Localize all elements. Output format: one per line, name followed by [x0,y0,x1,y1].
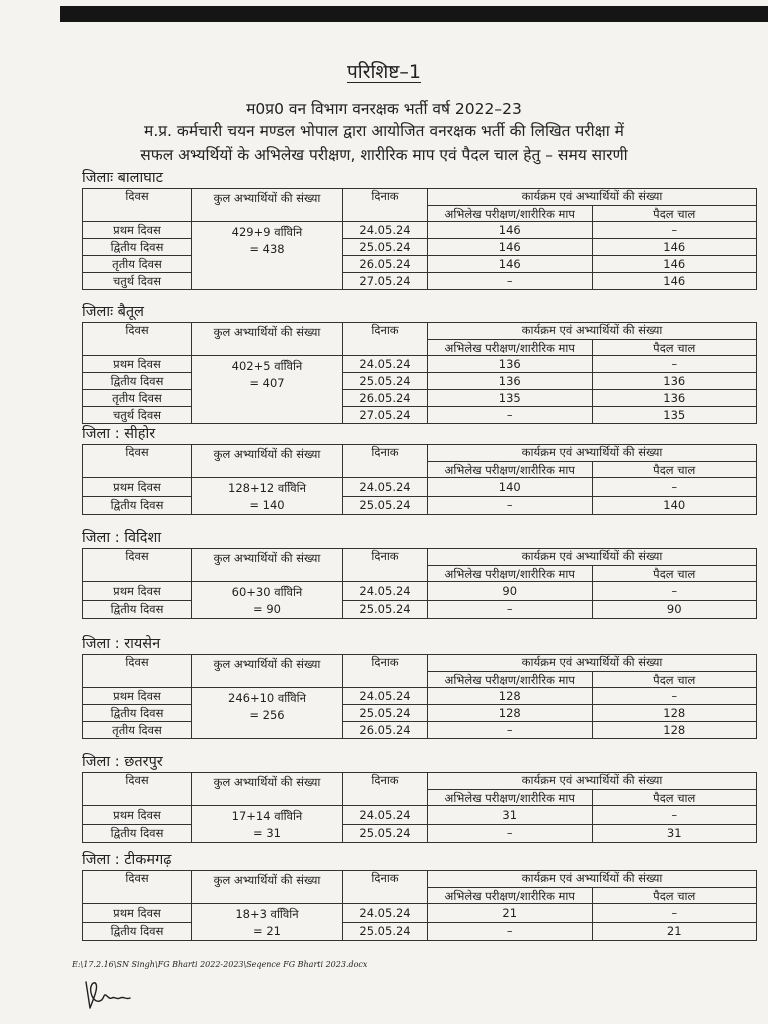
district-label: जिलाः बैतूल [82,304,145,320]
walk-cell: 128 [592,705,757,722]
signature [82,978,142,1018]
col-total-header: कुल अभ्यार्थियों की संख्या [192,445,343,478]
walk-cell: – [592,478,757,497]
col-walk-header: पैदल चाल [592,206,757,222]
day-cell: तृतीय दिवस [83,256,192,273]
col-program-header: कार्यक्रम एवं अभ्यार्थियों की संख्या [428,871,757,888]
walk-cell: – [592,222,757,239]
date-cell: 27.05.24 [343,407,428,424]
col-program-header: कार्यक्रम एवं अभ्यार्थियों की संख्या [428,189,757,206]
walk-cell: – [592,688,757,705]
col-walk-header: पैदल चाल [592,566,757,582]
total-value: 429+9 ववििनि [231,225,303,239]
district-block [82,424,762,515]
col-day-header: दिवस [83,655,192,688]
records-cell: 128 [428,705,593,722]
col-program-header: कार्यक्रम एवं अभ्यार्थियों की संख्या [428,445,757,462]
col-day-header: दिवस [83,445,192,478]
day-cell: प्रथम दिवस [83,356,192,373]
total-sum: = 21 [253,924,281,938]
col-program-header: कार्यक्रम एवं अभ्यार्थियों की संख्या [428,549,757,566]
col-date-header: दिनाक [343,189,428,222]
day-cell: तृतीय दिवस [83,390,192,407]
day-cell: तृतीय दिवस [83,722,192,739]
col-records-header: अभिलेख परीक्षण/शारीरिक माप [428,340,593,356]
table-row [83,582,757,601]
schedule-table [82,870,757,941]
walk-cell: 146 [592,256,757,273]
day-cell: प्रथम दिवस [83,222,192,239]
day-cell: द्वितीय दिवस [83,922,192,941]
table-row [83,478,757,497]
walk-cell: 31 [592,824,757,843]
date-cell: 25.05.24 [343,496,428,515]
walk-cell: – [592,582,757,601]
records-cell: 128 [428,688,593,705]
district-label: जिला : टीकमगढ़ [82,852,172,868]
schedule-table [82,322,757,424]
table-row [83,222,757,239]
table-row [83,722,757,739]
records-cell: 31 [428,806,593,825]
table-row [83,496,757,515]
date-cell: 25.05.24 [343,239,428,256]
day-cell: द्वितीय दिवस [83,239,192,256]
total-cell [192,222,343,290]
walk-cell: – [592,806,757,825]
records-cell: – [428,407,593,424]
col-day-header: दिवस [83,323,192,356]
table-row [83,688,757,705]
walk-cell: 128 [592,722,757,739]
records-cell: – [428,722,593,739]
col-date-header: दिनाक [343,871,428,904]
records-cell: – [428,273,593,290]
records-cell: – [428,496,593,515]
col-records-header: अभिलेख परीक्षण/शारीरिक माप [428,206,593,222]
day-cell: प्रथम दिवस [83,806,192,825]
col-program-header: कार्यक्रम एवं अभ्यार्थियों की संख्या [428,655,757,672]
district-block [82,634,762,739]
table-row [83,373,757,390]
table-row [83,407,757,424]
col-total-header: कुल अभ्यार्थियों की संख्या [192,189,343,222]
total-value: 246+10 ववििनि [228,691,306,705]
records-cell: 146 [428,256,593,273]
date-cell: 26.05.24 [343,256,428,273]
table-row [83,904,757,923]
col-walk-header: पैदल चाल [592,340,757,356]
col-records-header: अभिलेख परीक्षण/शारीरिक माप [428,462,593,478]
page-title: परिशिष्ट–1 [346,61,421,83]
district-label: जिलाः बालाघाट [82,170,163,186]
total-sum: = 31 [253,826,281,840]
date-cell: 25.05.24 [343,705,428,722]
records-cell: – [428,922,593,941]
schedule-table [82,444,757,515]
records-cell: 21 [428,904,593,923]
day-cell: प्रथम दिवस [83,478,192,497]
district-label: जिला : रायसेन [82,636,161,652]
district-label: जिला : विदिशा [82,530,162,546]
records-cell: 146 [428,222,593,239]
date-cell: 24.05.24 [343,904,428,923]
col-total-header: कुल अभ्यार्थियों की संख्या [192,549,343,582]
district-label: जिला : छतरपुर [82,754,163,770]
day-cell: चतुर्थ दिवस [83,407,192,424]
records-cell: – [428,600,593,619]
day-cell: चतुर्थ दिवस [83,273,192,290]
walk-cell: 21 [592,922,757,941]
heading-line-3: सफल अभ्यर्थियों के अभिलेख परीक्षण, शारीरिक माप एवं पैदल चाल हेतु – समय सारणी [140,146,628,164]
scan-top-border [60,6,768,22]
col-program-header: कार्यक्रम एवं अभ्यार्थियों की संख्या [428,773,757,790]
col-program-header: कार्यक्रम एवं अभ्यार्थियों की संख्या [428,323,757,340]
district-block [82,302,762,424]
col-walk-header: पैदल चाल [592,888,757,904]
col-records-header: अभिलेख परीक्षण/शारीरिक माप [428,790,593,806]
table-row [83,922,757,941]
total-value: 128+12 ववििनि [228,481,306,495]
col-walk-header: पैदल चाल [592,462,757,478]
total-cell [192,806,343,843]
total-cell [192,356,343,424]
col-walk-header: पैदल चाल [592,672,757,688]
col-total-header: कुल अभ्यार्थियों की संख्या [192,323,343,356]
walk-cell: – [592,356,757,373]
walk-cell: 136 [592,390,757,407]
col-date-header: दिनाक [343,323,428,356]
date-cell: 25.05.24 [343,600,428,619]
day-cell: प्रथम दिवस [83,582,192,601]
records-cell: 136 [428,373,593,390]
total-sum: = 407 [249,376,285,390]
date-cell: 26.05.24 [343,722,428,739]
records-cell: – [428,824,593,843]
col-day-header: दिवस [83,871,192,904]
scan-edge [0,0,58,30]
total-sum: = 438 [249,242,285,256]
table-row [83,239,757,256]
records-cell: 136 [428,356,593,373]
col-records-header: अभिलेख परीक्षण/शारीरिक माप [428,888,593,904]
total-cell [192,904,343,941]
total-cell [192,478,343,515]
total-sum: = 256 [249,708,285,722]
total-value: 60+30 ववििनि [231,585,303,599]
date-cell: 25.05.24 [343,922,428,941]
total-value: 17+14 ववििनि [231,809,303,823]
col-day-header: दिवस [83,773,192,806]
schedule-table [82,772,757,843]
total-cell [192,688,343,739]
file-path-footer: E:\17.2.16\SN Singh\FG Bharti 2022-2023\Seqence FG Bharti 2023.docx [72,960,368,969]
col-day-header: दिवस [83,189,192,222]
date-cell: 25.05.24 [343,824,428,843]
heading-line-1: म0प्र0 वन विभाग वनरक्षक भर्ती वर्ष 2022–23 [246,100,522,118]
col-total-header: कुल अभ्यार्थियों की संख्या [192,773,343,806]
schedule-table [82,548,757,619]
total-sum: = 90 [253,602,281,616]
total-value: 402+5 ववििनि [231,359,303,373]
col-date-header: दिनाक [343,445,428,478]
district-label: जिला : सीहोर [82,426,156,442]
date-cell: 24.05.24 [343,222,428,239]
table-row [83,256,757,273]
table-row [83,824,757,843]
walk-cell: 146 [592,273,757,290]
col-date-header: दिनाक [343,773,428,806]
day-cell: द्वितीय दिवस [83,496,192,515]
total-sum: = 140 [249,498,285,512]
col-records-header: अभिलेख परीक्षण/शारीरिक माप [428,672,593,688]
table-row [83,356,757,373]
walk-cell: 146 [592,239,757,256]
table-row [83,806,757,825]
date-cell: 24.05.24 [343,356,428,373]
district-block [82,168,762,290]
district-block [82,752,762,843]
walk-cell: 135 [592,407,757,424]
date-cell: 24.05.24 [343,806,428,825]
col-date-header: दिनाक [343,655,428,688]
table-row [83,273,757,290]
records-cell: 146 [428,239,593,256]
records-cell: 90 [428,582,593,601]
day-cell: द्वितीय दिवस [83,824,192,843]
heading-line-2: म.प्र. कर्मचारी चयन मण्डल भोपाल द्वारा आयोजित वनरक्षक भर्ती की लिखित परीक्षा में [144,122,624,140]
walk-cell: – [592,904,757,923]
day-cell: द्वितीय दिवस [83,373,192,390]
walk-cell: 140 [592,496,757,515]
total-cell [192,582,343,619]
col-total-header: कुल अभ्यार्थियों की संख्या [192,871,343,904]
day-cell: प्रथम दिवस [83,688,192,705]
date-cell: 24.05.24 [343,582,428,601]
walk-cell: 136 [592,373,757,390]
records-cell: 140 [428,478,593,497]
district-block [82,528,762,619]
district-block [82,850,762,941]
schedule-table [82,188,757,290]
schedule-table [82,654,757,739]
date-cell: 25.05.24 [343,373,428,390]
date-cell: 24.05.24 [343,478,428,497]
table-row [83,600,757,619]
col-total-header: कुल अभ्यार्थियों की संख्या [192,655,343,688]
date-cell: 27.05.24 [343,273,428,290]
date-cell: 24.05.24 [343,688,428,705]
day-cell: द्वितीय दिवस [83,600,192,619]
table-row [83,705,757,722]
total-value: 18+3 ववििनि [235,907,299,921]
table-row [83,390,757,407]
date-cell: 26.05.24 [343,390,428,407]
day-cell: प्रथम दिवस [83,904,192,923]
records-cell: 135 [428,390,593,407]
walk-cell: 90 [592,600,757,619]
col-date-header: दिनाक [343,549,428,582]
day-cell: द्वितीय दिवस [83,705,192,722]
col-day-header: दिवस [83,549,192,582]
col-walk-header: पैदल चाल [592,790,757,806]
col-records-header: अभिलेख परीक्षण/शारीरिक माप [428,566,593,582]
